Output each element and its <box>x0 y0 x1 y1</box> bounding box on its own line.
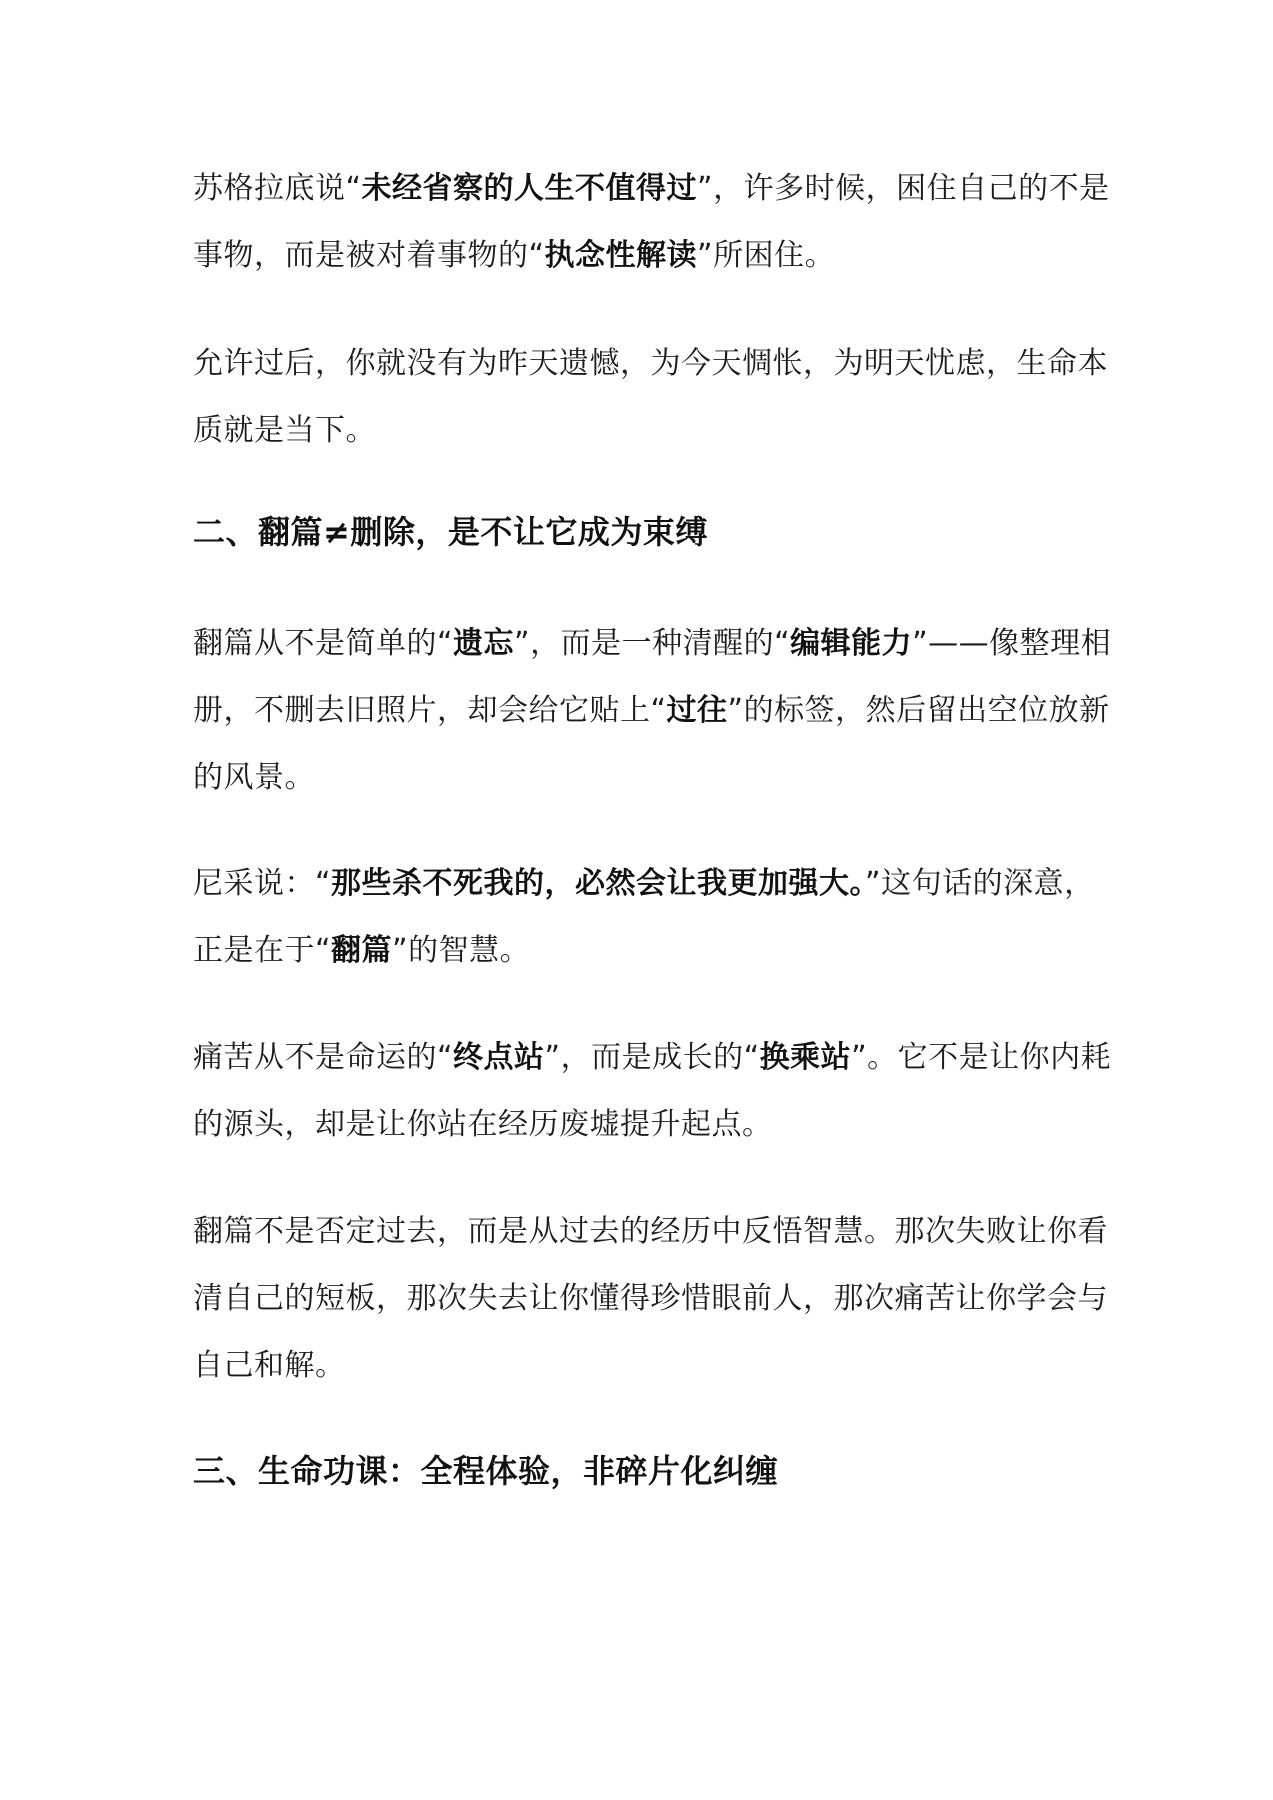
bold-text: 编辑能力 <box>790 626 913 661</box>
text-run: ”。它不是让你内耗 <box>851 1040 1112 1075</box>
paragraph-allow <box>193 330 1108 464</box>
bold-text: 换乘站 <box>759 1040 852 1075</box>
text-run: ”，而是成长的“ <box>544 1040 760 1075</box>
paragraph-pain <box>193 1024 1112 1158</box>
section-heading-3: 三、生命功课：全程体验，非碎片化纠缠 <box>193 1452 779 1490</box>
text-line: 自己和解。 <box>193 1348 346 1383</box>
text-run: ”的标签，然后留出空位放新 <box>727 693 1110 728</box>
text-run: ”的智慧。 <box>392 933 531 968</box>
text-run: 翻篇从不是简单的“ <box>193 626 454 661</box>
text-run: ”，而是一种清醒的“ <box>514 626 791 661</box>
bold-text: 那些杀不死我的，必然会让我更加强大。 <box>331 866 866 901</box>
paragraph-nietzsche <box>193 850 1093 984</box>
text-run: 痛苦从不是命运的“ <box>193 1040 454 1075</box>
bold-text: 未经省察的人生不值得过 <box>361 171 698 206</box>
section-heading-2: 二、翻篇≠删除，是不让它成为束缚 <box>193 513 708 551</box>
text-line <box>193 155 1110 222</box>
text-run: ”所困住。 <box>697 238 836 273</box>
text-line <box>193 1024 1112 1091</box>
text-run: ”——像整理相 <box>912 626 1112 661</box>
text-run: 事物，而是被对着事物的“ <box>193 238 545 273</box>
text-line <box>193 222 1093 289</box>
text-run: 册，不删去旧照片，却会给它贴上“ <box>193 693 667 728</box>
text-run: 尼采说：“ <box>193 866 332 901</box>
text-run: 苏格拉底说“ <box>193 171 362 206</box>
text-line: 清自己的短板，那次失去让你懂得珍惜眼前人，那次痛苦让你学会与 <box>193 1281 1108 1316</box>
bold-text: 遗忘 <box>453 626 515 661</box>
bold-text: 执念性解读 <box>544 238 698 273</box>
text-line: 允许过后，你就没有为昨天遗憾，为今天惆怅，为明天忧虑，生命本 <box>193 346 1108 381</box>
text-line: 的风景。 <box>193 760 315 795</box>
text-line <box>193 850 1093 917</box>
paragraph-socrates <box>193 155 1110 289</box>
text-run: ”这句话的深意， <box>865 866 1095 901</box>
bold-text: 翻篇 <box>331 933 393 968</box>
paragraph-reflection <box>193 1198 1108 1399</box>
text-run: ”，许多时候，困住自己的不是 <box>697 171 1110 206</box>
text-line: 的源头，却是让你站在经历废墟提升起点。 <box>193 1107 773 1142</box>
text-line: 翻篇不是否定过去，而是从过去的经历中反悟智慧。那次失败让你看 <box>193 1214 1108 1249</box>
text-line <box>193 917 1093 984</box>
text-run: 正是在于“ <box>193 933 332 968</box>
text-line <box>193 610 1112 677</box>
paragraph-turn-page <box>193 610 1112 811</box>
text-line: 质就是当下。 <box>193 413 376 448</box>
bold-text: 过往 <box>666 693 728 728</box>
bold-text: 终点站 <box>453 1040 545 1075</box>
text-line <box>193 677 1110 744</box>
